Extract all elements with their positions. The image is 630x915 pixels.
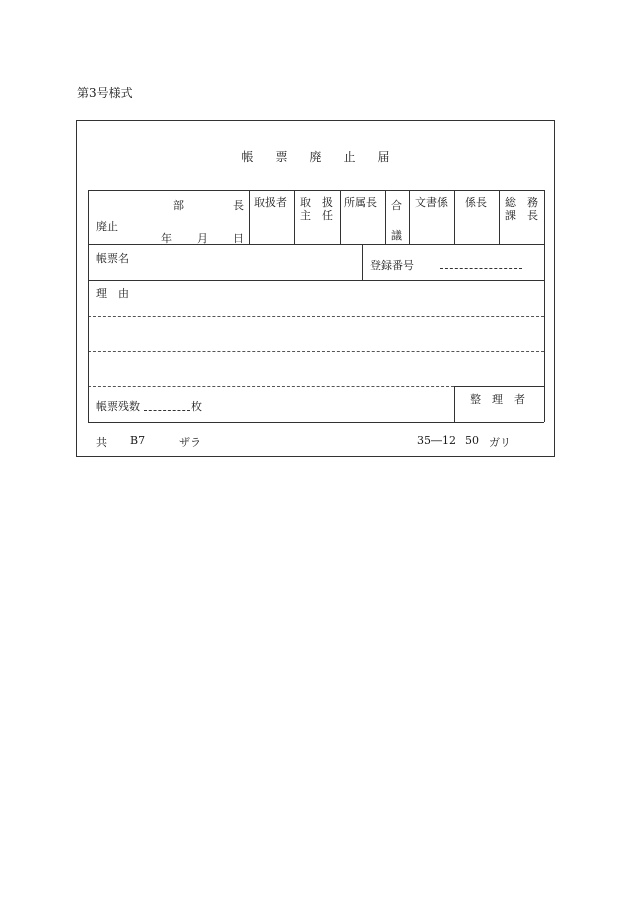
registration-divider	[362, 244, 363, 280]
year-label: 年	[161, 232, 172, 245]
footer-left-3: ザラ	[179, 436, 201, 449]
department-head-suffix: 長	[233, 199, 244, 212]
handling-chief-line1: 取 扱	[300, 196, 333, 209]
reason-line-1	[88, 316, 544, 317]
organizer-label: 整 理 者	[470, 393, 525, 406]
divider-5	[409, 190, 410, 244]
divider-6	[454, 190, 455, 244]
footer-right-1: 35―12	[417, 434, 456, 447]
form-name-row-bottom	[88, 280, 544, 281]
divider-3	[340, 190, 341, 244]
general-affairs-line2: 課 長	[505, 209, 538, 222]
registration-blank[interactable]	[440, 268, 522, 269]
reason-line-3	[88, 386, 454, 387]
registration-label: 登録番号	[370, 259, 414, 272]
general-affairs-line1: 総 務	[505, 196, 538, 209]
table-right-border	[544, 190, 545, 422]
department-head-label: 部	[173, 199, 184, 212]
section-head-label: 所属長	[344, 196, 377, 209]
divider-7	[499, 190, 500, 244]
divider-1	[249, 190, 250, 244]
month-label: 月	[197, 232, 208, 245]
abolition-label: 廃止	[96, 220, 118, 233]
handler-label: 取扱者	[254, 196, 287, 209]
form-title: 帳票廃止届	[241, 150, 412, 164]
footer-left-2: B7	[130, 434, 146, 447]
form-name-label: 帳票名	[96, 252, 129, 265]
footer-left-1: 共	[96, 436, 107, 449]
day-label: 日	[233, 232, 244, 245]
table-left-border	[88, 190, 89, 422]
divider-2	[294, 190, 295, 244]
footer-right-2: 50	[465, 434, 479, 447]
approval-row-bottom	[88, 244, 544, 245]
consult-line2: 議	[391, 229, 402, 242]
consult-line1: 合	[391, 199, 402, 212]
reason-line-2	[88, 351, 544, 352]
remaining-unit: 枚	[191, 400, 202, 413]
form-number: 第3号様式	[77, 86, 133, 100]
table-bottom-border	[88, 422, 544, 423]
divider-4	[385, 190, 386, 244]
handling-chief-line2: 主 任	[300, 209, 333, 222]
remaining-label: 帳票残数	[96, 400, 140, 413]
footer-right-3: ガリ	[489, 436, 511, 449]
remaining-blank[interactable]	[144, 410, 190, 411]
table-top-border	[88, 190, 544, 191]
organizer-top	[454, 386, 544, 387]
chief-label: 係長	[465, 196, 487, 209]
organizer-divider	[454, 386, 455, 422]
document-clerk-label: 文書係	[415, 196, 448, 209]
reason-label: 理 由	[96, 287, 129, 300]
